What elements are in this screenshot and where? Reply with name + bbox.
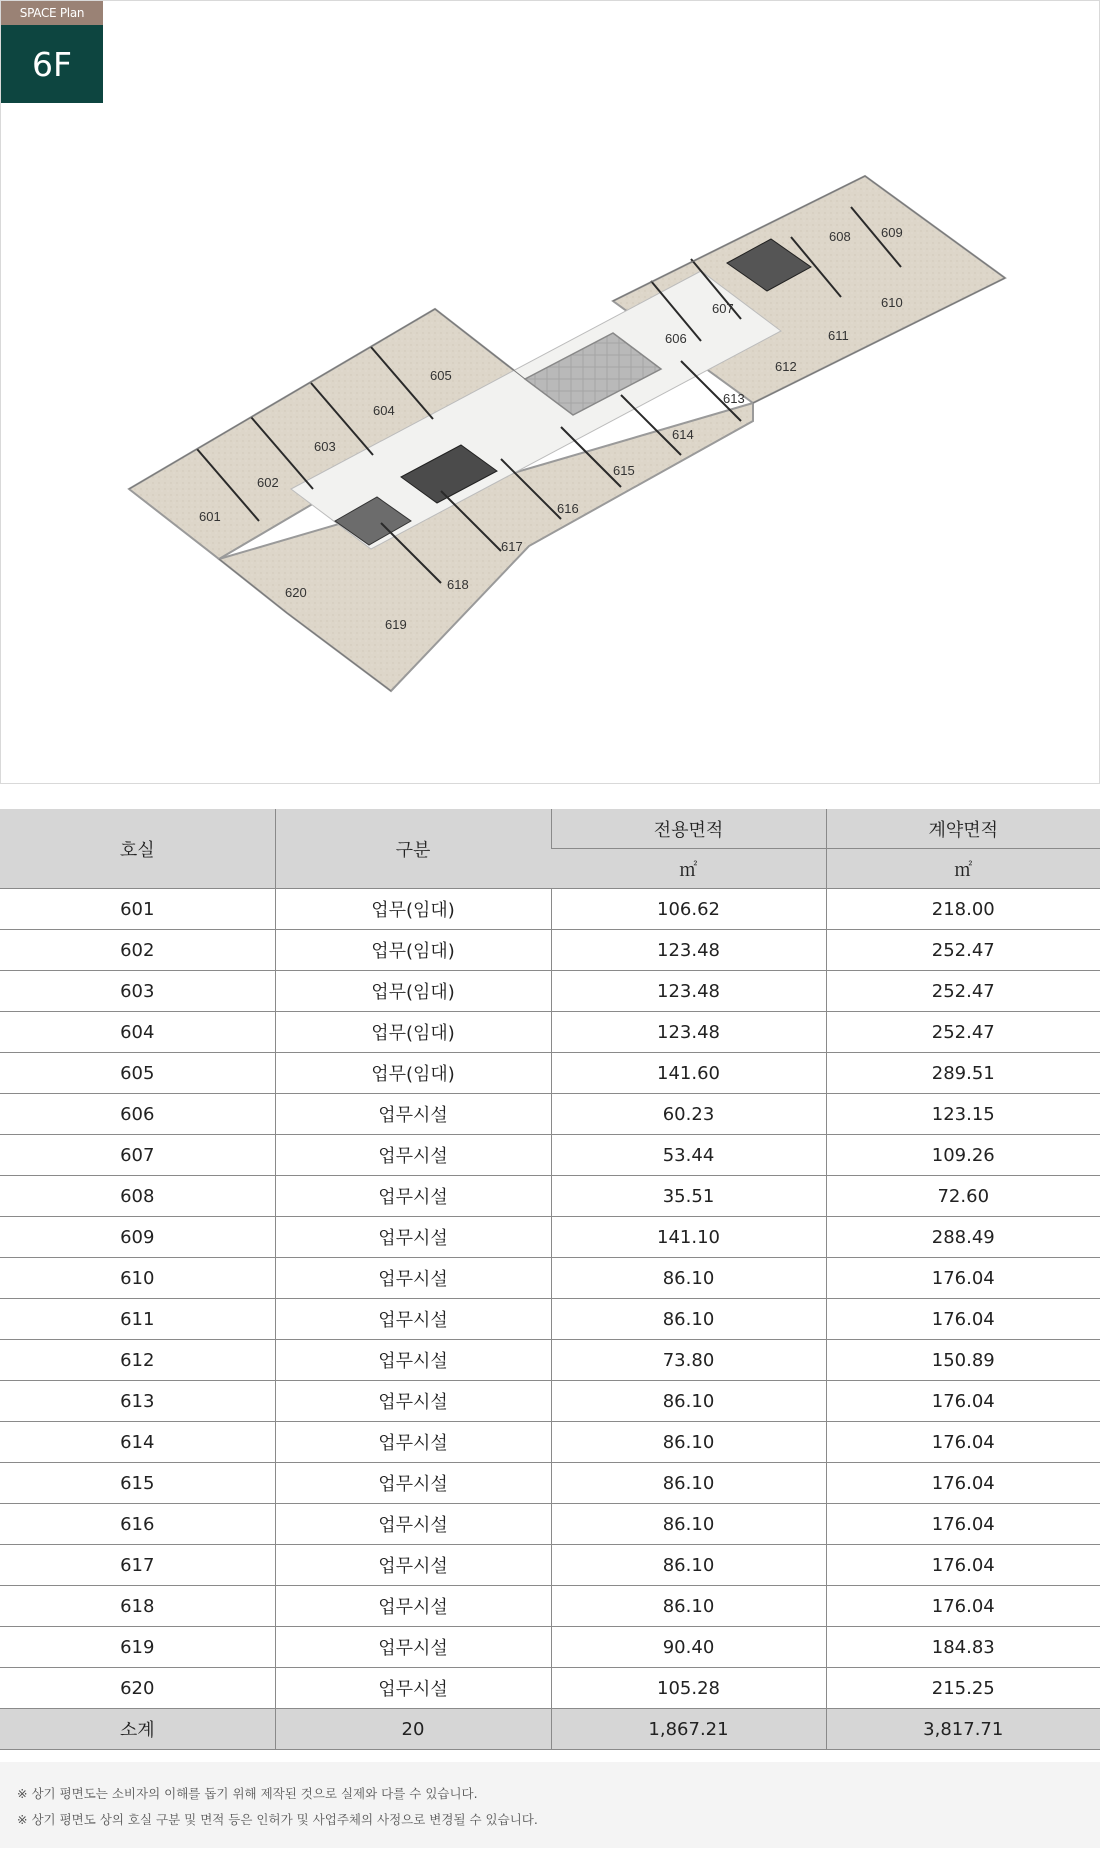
cell-exclusive: 86.10 bbox=[551, 1381, 826, 1422]
room-label: 610 bbox=[881, 295, 903, 310]
cell-contract: 72.60 bbox=[826, 1176, 1100, 1217]
cell-contract: 109.26 bbox=[826, 1135, 1100, 1176]
cell-exclusive: 60.23 bbox=[551, 1094, 826, 1135]
cell-type: 업무(임대) bbox=[275, 889, 551, 930]
cell-contract: 123.15 bbox=[826, 1094, 1100, 1135]
header-unit: ㎡ bbox=[551, 849, 826, 889]
cell-contract: 176.04 bbox=[826, 1545, 1100, 1586]
table-row bbox=[0, 1012, 1100, 1053]
room-label: 603 bbox=[314, 439, 336, 454]
cell-exclusive: 123.48 bbox=[551, 930, 826, 971]
table-row bbox=[0, 1299, 1100, 1340]
cell-type: 업무시설 bbox=[275, 1586, 551, 1627]
header-contract-area: 계약면적 bbox=[826, 809, 1100, 849]
table-row bbox=[0, 971, 1100, 1012]
floor-number: 6F bbox=[1, 25, 103, 103]
cell-room: 614 bbox=[0, 1422, 275, 1463]
cell-room: 601 bbox=[0, 889, 275, 930]
cell-room: 609 bbox=[0, 1217, 275, 1258]
cell-type: 업무시설 bbox=[275, 1299, 551, 1340]
cell-contract: 176.04 bbox=[826, 1586, 1100, 1627]
room-label: 620 bbox=[285, 585, 307, 600]
cell-type: 업무시설 bbox=[275, 1135, 551, 1176]
table-row bbox=[0, 1545, 1100, 1586]
room-label: 616 bbox=[557, 501, 579, 516]
note-line: ※ 상기 평면도는 소비자의 이해를 돕기 위해 제작된 것으로 실제와 다를 수 있습니다. bbox=[17, 1786, 478, 1801]
cell-room: 620 bbox=[0, 1668, 275, 1709]
room-label: 602 bbox=[257, 475, 279, 490]
table-row bbox=[0, 1381, 1100, 1422]
cell-exclusive: 73.80 bbox=[551, 1340, 826, 1381]
cell-type: 업무(임대) bbox=[275, 930, 551, 971]
header-type: 구분 bbox=[275, 809, 551, 889]
subtotal-exclusive: 1,867.21 bbox=[551, 1709, 826, 1750]
cell-room: 617 bbox=[0, 1545, 275, 1586]
room-label: 606 bbox=[665, 331, 687, 346]
cell-exclusive: 105.28 bbox=[551, 1668, 826, 1709]
floor-plan-drawing bbox=[1, 1, 1099, 783]
cell-exclusive: 86.10 bbox=[551, 1258, 826, 1299]
cell-type: 업무시설 bbox=[275, 1422, 551, 1463]
room-label: 613 bbox=[723, 391, 745, 406]
room-label: 601 bbox=[199, 509, 221, 524]
table-row bbox=[0, 1340, 1100, 1381]
room-label: 617 bbox=[501, 539, 523, 554]
cell-exclusive: 86.10 bbox=[551, 1422, 826, 1463]
area-table-wrapper bbox=[0, 809, 1100, 1750]
cell-type: 업무시설 bbox=[275, 1176, 551, 1217]
cell-room: 610 bbox=[0, 1258, 275, 1299]
cell-contract: 252.47 bbox=[826, 971, 1100, 1012]
cell-room: 616 bbox=[0, 1504, 275, 1545]
cell-contract: 218.00 bbox=[826, 889, 1100, 930]
table-row bbox=[0, 1463, 1100, 1504]
cell-type: 업무(임대) bbox=[275, 971, 551, 1012]
room-label: 614 bbox=[672, 427, 694, 442]
room-label: 615 bbox=[613, 463, 635, 478]
cell-type: 업무시설 bbox=[275, 1381, 551, 1422]
cell-contract: 252.47 bbox=[826, 1012, 1100, 1053]
header-unit: ㎡ bbox=[826, 849, 1100, 889]
cell-exclusive: 86.10 bbox=[551, 1463, 826, 1504]
cell-exclusive: 123.48 bbox=[551, 971, 826, 1012]
table-row bbox=[0, 1053, 1100, 1094]
room-label: 609 bbox=[881, 225, 903, 240]
room-label: 612 bbox=[775, 359, 797, 374]
table-row bbox=[0, 1668, 1100, 1709]
table-row bbox=[0, 1217, 1100, 1258]
table-row bbox=[0, 1627, 1100, 1668]
subtotal-count: 20 bbox=[275, 1709, 551, 1750]
cell-type: 업무(임대) bbox=[275, 1053, 551, 1094]
cell-exclusive: 106.62 bbox=[551, 889, 826, 930]
cell-exclusive: 86.10 bbox=[551, 1504, 826, 1545]
room-label: 618 bbox=[447, 577, 469, 592]
cell-contract: 252.47 bbox=[826, 930, 1100, 971]
cell-exclusive: 141.60 bbox=[551, 1053, 826, 1094]
cell-type: 업무시설 bbox=[275, 1463, 551, 1504]
cell-contract: 176.04 bbox=[826, 1299, 1100, 1340]
table-row bbox=[0, 1504, 1100, 1545]
cell-room: 612 bbox=[0, 1340, 275, 1381]
subtotal-label: 소계 bbox=[0, 1709, 275, 1750]
cell-type: 업무시설 bbox=[275, 1627, 551, 1668]
cell-room: 613 bbox=[0, 1381, 275, 1422]
subtotal-row bbox=[0, 1709, 1100, 1750]
cell-room: 604 bbox=[0, 1012, 275, 1053]
table-row bbox=[0, 1176, 1100, 1217]
cell-exclusive: 53.44 bbox=[551, 1135, 826, 1176]
cell-room: 607 bbox=[0, 1135, 275, 1176]
cell-room: 603 bbox=[0, 971, 275, 1012]
subtotal-contract: 3,817.71 bbox=[826, 1709, 1100, 1750]
cell-contract: 289.51 bbox=[826, 1053, 1100, 1094]
table-row bbox=[0, 1422, 1100, 1463]
cell-contract: 176.04 bbox=[826, 1422, 1100, 1463]
cell-exclusive: 123.48 bbox=[551, 1012, 826, 1053]
cell-exclusive: 141.10 bbox=[551, 1217, 826, 1258]
cell-contract: 288.49 bbox=[826, 1217, 1100, 1258]
disclaimer-notes bbox=[0, 1762, 1100, 1848]
table-row bbox=[0, 1258, 1100, 1299]
cell-exclusive: 86.10 bbox=[551, 1545, 826, 1586]
area-table bbox=[0, 809, 1100, 1750]
cell-room: 602 bbox=[0, 930, 275, 971]
cell-type: 업무시설 bbox=[275, 1504, 551, 1545]
note-line: ※ 상기 평면도 상의 호실 구분 및 면적 등은 인허가 및 사업주체의 사정으로 변경될 수 있습니다. bbox=[17, 1812, 538, 1827]
table-row bbox=[0, 889, 1100, 930]
cell-type: 업무(임대) bbox=[275, 1012, 551, 1053]
space-plan-label: SPACE Plan bbox=[1, 1, 103, 25]
room-label: 605 bbox=[430, 368, 452, 383]
room-label: 611 bbox=[828, 328, 849, 343]
room-label: 619 bbox=[385, 617, 407, 632]
table-row bbox=[0, 1135, 1100, 1176]
cell-type: 업무시설 bbox=[275, 1094, 551, 1135]
cell-contract: 176.04 bbox=[826, 1381, 1100, 1422]
cell-type: 업무시설 bbox=[275, 1258, 551, 1299]
cell-exclusive: 86.10 bbox=[551, 1586, 826, 1627]
cell-type: 업무시설 bbox=[275, 1545, 551, 1586]
cell-type: 업무시설 bbox=[275, 1340, 551, 1381]
cell-room: 615 bbox=[0, 1463, 275, 1504]
cell-exclusive: 90.40 bbox=[551, 1627, 826, 1668]
cell-room: 608 bbox=[0, 1176, 275, 1217]
room-label: 604 bbox=[373, 403, 395, 418]
cell-exclusive: 35.51 bbox=[551, 1176, 826, 1217]
cell-exclusive: 86.10 bbox=[551, 1299, 826, 1340]
cell-type: 업무시설 bbox=[275, 1217, 551, 1258]
cell-contract: 150.89 bbox=[826, 1340, 1100, 1381]
cell-contract: 176.04 bbox=[826, 1463, 1100, 1504]
header-exclusive-area: 전용면적 bbox=[551, 809, 826, 849]
cell-contract: 184.83 bbox=[826, 1627, 1100, 1668]
cell-room: 606 bbox=[0, 1094, 275, 1135]
cell-contract: 215.25 bbox=[826, 1668, 1100, 1709]
header-room: 호실 bbox=[0, 809, 275, 889]
cell-contract: 176.04 bbox=[826, 1504, 1100, 1545]
cell-room: 605 bbox=[0, 1053, 275, 1094]
room-label: 607 bbox=[712, 301, 734, 316]
table-row bbox=[0, 1094, 1100, 1135]
room-label: 608 bbox=[829, 229, 851, 244]
cell-room: 619 bbox=[0, 1627, 275, 1668]
cell-type: 업무시설 bbox=[275, 1668, 551, 1709]
floor-plan-panel bbox=[0, 0, 1100, 784]
cell-contract: 176.04 bbox=[826, 1258, 1100, 1299]
cell-room: 611 bbox=[0, 1299, 275, 1340]
cell-room: 618 bbox=[0, 1586, 275, 1627]
table-row bbox=[0, 930, 1100, 971]
table-row bbox=[0, 1586, 1100, 1627]
table-body bbox=[0, 889, 1100, 1750]
